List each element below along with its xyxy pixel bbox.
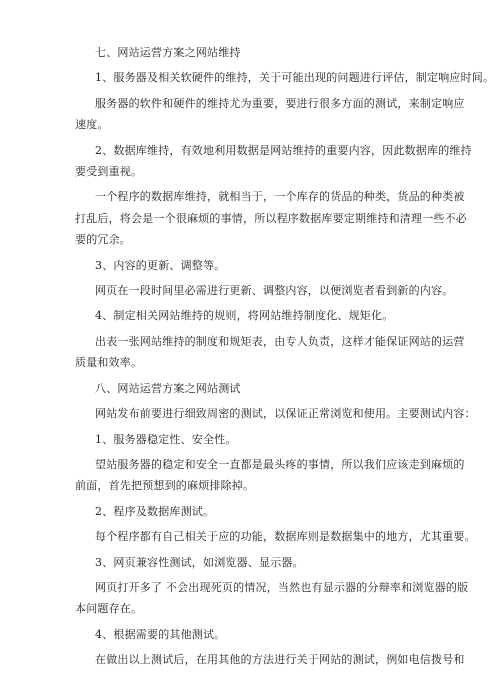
text-line: 前面，首先把预想到的麻烦排除掉。 xyxy=(75,479,255,493)
paragraph xyxy=(75,403,476,424)
text-line: 每个程序都有自己相关于应的功能，数据库则是数据集中的地方，尤其重要。 xyxy=(95,530,476,544)
text-line: 七、网站运营方案之网站维持 xyxy=(95,46,241,59)
paragraph xyxy=(75,577,469,620)
paragraph xyxy=(75,186,467,250)
paragraph xyxy=(75,649,465,670)
paragraph xyxy=(75,280,454,301)
text-line: 质量和效率。 xyxy=(75,356,143,370)
paragraph xyxy=(75,429,448,450)
text-line: 打乱后，将会是一个很麻烦的事情，所以程序数据库要定期维持和清理一些不必 xyxy=(75,211,467,225)
text-line: 速度。 xyxy=(75,118,109,132)
paragraph xyxy=(75,624,448,645)
text-line: 服务器的软件和硬件的维持尤为重要，要进行很多方面的测试，来制定响应 xyxy=(95,96,465,110)
text-line: 2、程序及数据库测试。 xyxy=(95,504,215,518)
paragraph xyxy=(75,378,448,399)
text-line: 网页打开多了 不会出现死页的情况，当然也有显示器的分辩率和浏览器的版 xyxy=(95,580,469,594)
paragraph xyxy=(75,305,448,326)
text-line: 要的冗余。 xyxy=(75,233,131,247)
text-line: 要受到重视。 xyxy=(75,165,143,179)
paragraph xyxy=(75,331,465,374)
text-line: 4、制定相关网站维持的规则，将网站维持制度化、规矩化。 xyxy=(95,309,394,323)
text-line: 本问题存在。 xyxy=(75,602,143,616)
text-line: 八、网站运营方案之网站测试 xyxy=(95,381,241,395)
paragraph xyxy=(75,454,465,497)
paragraph xyxy=(75,93,465,136)
text-line: 望站服务器的稳定和安全一直都是最头疼的事情，所以我们应该走到麻烦的 xyxy=(95,457,465,471)
paragraph-gap xyxy=(75,671,448,675)
text-line: 3、内容的更新、调整等。 xyxy=(95,258,226,272)
text-line: 一个程序的数据库维持，就相当于，一个库存的货品的种类，货品的种类被 xyxy=(95,190,465,204)
text-line: 网站发布前要进行细致周密的测试，以保证正常浏览和使用。主要测试内容： xyxy=(95,407,476,421)
text-line: 1、服务器稳定性、安全性。 xyxy=(95,432,237,446)
text-line: 4、根据需要的其他测试。 xyxy=(95,627,226,641)
text-line: 2、数据库维持，有效地利用数据是网站维持的重要内容，因此数据库的维持 xyxy=(95,143,472,157)
paragraph xyxy=(75,255,448,276)
paragraph xyxy=(75,140,472,183)
text-line: 1、服务器及相关软硬件的维持，关于可能出现的问题进行评估，制定响应时间。 xyxy=(95,71,495,85)
document-body xyxy=(75,42,495,675)
paragraph xyxy=(75,501,448,522)
paragraph xyxy=(75,42,448,63)
paragraph xyxy=(75,526,476,547)
paragraph xyxy=(75,552,448,573)
text-line: 网页在一段时间里必需进行更新、调整内容，以便浏览者看到新的内容。 xyxy=(95,284,454,298)
paragraph xyxy=(75,67,495,88)
text-line: 3、网页兼容性测试，如浏览器、显示器。 xyxy=(95,555,304,569)
text-line: 在做出以上测试后，在用其他的方法进行关于网站的测试，例如电信拨号和 xyxy=(95,653,465,667)
text-line: 出表一张网站维持的制度和规矩表，由专人负责，这样才能保证网站的运营 xyxy=(95,334,465,348)
